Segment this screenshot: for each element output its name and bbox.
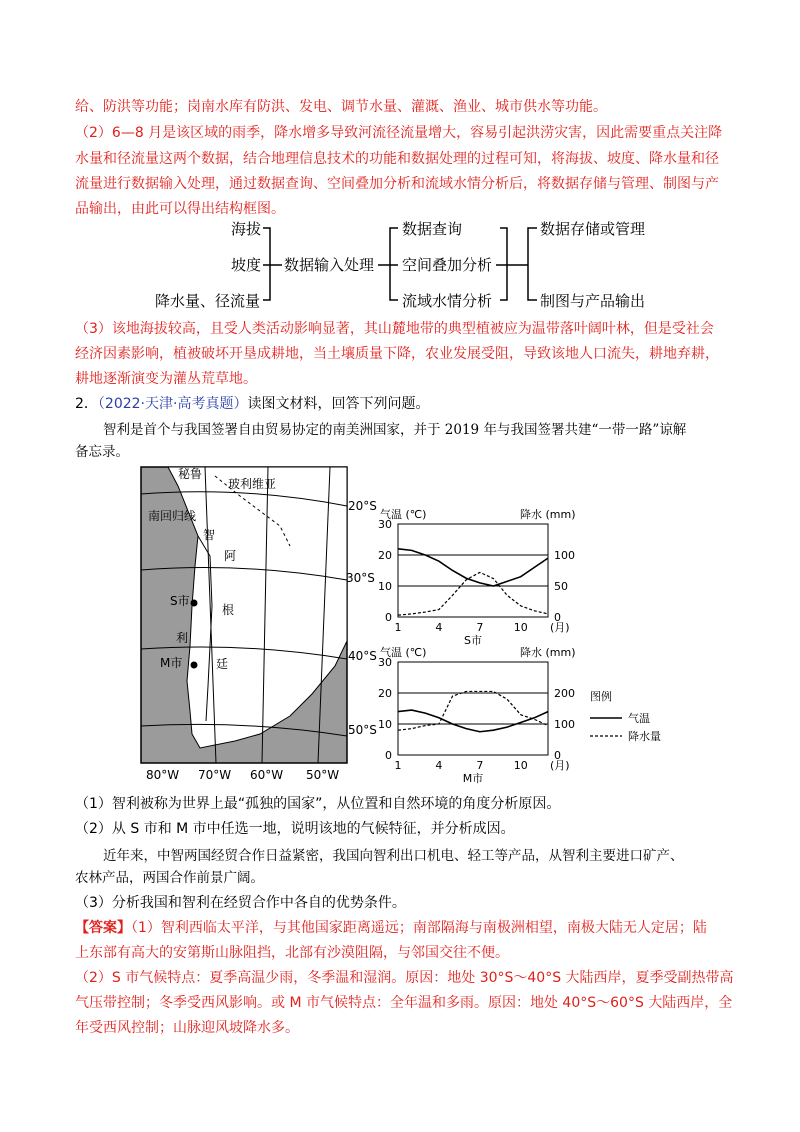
xtick-label: 1 bbox=[394, 759, 402, 772]
answer-tag: 【答案】 bbox=[75, 920, 131, 936]
temperature-line bbox=[398, 710, 548, 732]
label-lat50: 50°S bbox=[348, 723, 377, 737]
label-gen: 根 bbox=[222, 603, 235, 617]
xtick-label: 7 bbox=[476, 759, 484, 772]
xtick-label: 7 bbox=[476, 621, 484, 634]
ytick-right-label: 100 bbox=[554, 549, 575, 562]
ytick-left-label: 0 bbox=[385, 611, 392, 624]
ytick-right-label: 50 bbox=[554, 580, 568, 593]
x-unit: (月) bbox=[550, 759, 570, 772]
question-1: （1）智利被称为世界上最“孤独的国家”，从位置和自然环境的角度分析原因。 bbox=[75, 796, 561, 812]
ytick-left-label: 20 bbox=[378, 549, 392, 562]
flow-mapping-output: 制图与产品输出 bbox=[540, 292, 646, 310]
x-unit: (月) bbox=[550, 621, 570, 634]
label-lon80: 80°W bbox=[146, 768, 180, 782]
xtick-label: 10 bbox=[513, 759, 528, 772]
answer-line: 气压带控制；冬季受西风影响。或 M 市气候特点：全年温和多雨。原因：地处 40°S～60°S 大陆西岸，全 bbox=[75, 995, 733, 1011]
plot-frame bbox=[398, 524, 548, 617]
label-lat40: 40°S bbox=[348, 649, 377, 663]
question-source-link[interactable]: （2022·天津·高考真题） bbox=[97, 396, 248, 412]
answer-text-line: 给、防洪等功能；岗南水库有防洪、发电、调节水量、灌溉、渔业、城市供水等功能。 bbox=[75, 99, 607, 115]
question-header bbox=[75, 393, 429, 415]
temperature-line bbox=[398, 549, 548, 586]
question-number: 2． bbox=[75, 396, 98, 412]
ytick-left-label: 10 bbox=[378, 580, 392, 593]
plot-frame bbox=[398, 662, 548, 755]
flow-query: 数据查询 bbox=[402, 220, 463, 238]
label-tropic: 南回归线 bbox=[148, 509, 197, 523]
label-lon60: 60°W bbox=[250, 768, 284, 782]
ylabel-right: 降水 (mm) bbox=[520, 508, 576, 521]
climate-chart-s-city bbox=[370, 502, 590, 652]
flow-bracket-mid-left bbox=[390, 228, 398, 300]
flow-process: 数据输入处理 bbox=[284, 256, 375, 274]
legend-label: 气温 bbox=[628, 712, 650, 725]
label-peru: 秘鲁 bbox=[178, 467, 203, 481]
ytick-left-label: 0 bbox=[385, 749, 392, 762]
material-paragraph: 农林产品，两国合作前景广阔。 bbox=[75, 870, 264, 886]
xlabel-city: S市 bbox=[464, 634, 482, 647]
material-paragraph: 备忘录。 bbox=[75, 444, 129, 460]
flow-overlay-analysis: 空间叠加分析 bbox=[402, 256, 493, 274]
label-a: 阿 bbox=[224, 549, 237, 563]
chile-map bbox=[140, 466, 377, 786]
answer-text-line: 流量进行数据输入处理，通过数据查询、空间叠加分析和流域水情分析后，将数据存储与管理、制图与产 bbox=[75, 176, 719, 192]
label-bolivia: 玻利维亚 bbox=[228, 477, 277, 491]
xtick-label: 1 bbox=[394, 621, 402, 634]
label-lat20: 20°S bbox=[348, 499, 377, 513]
ytick-left-label: 30 bbox=[378, 518, 392, 531]
ylabel-right: 降水 (mm) bbox=[520, 646, 576, 659]
precipitation-line bbox=[398, 572, 548, 615]
ytick-right-label: 200 bbox=[554, 687, 575, 700]
answer-line bbox=[75, 917, 707, 939]
answer-text-line: 耕地逐渐演变为灌丛荒草地。 bbox=[75, 371, 257, 387]
climate-chart-m-city bbox=[370, 640, 690, 785]
s-city-marker bbox=[191, 600, 198, 607]
question-2: （2）从 S 市和 M 市中任选一地，说明该地的气候特征，并分析成因。 bbox=[75, 821, 515, 837]
material-paragraph: 智利是首个与我国签署自由贸易协定的南美洲国家，并于 2019 年与我国签署共建“一带一路”谅解 bbox=[103, 422, 687, 438]
answer-text-line: 经济因素影响，植被破坏开垦成耕地，当土壤质量下降，农业发展受阻，导致该地人口流失，耕地弃耕， bbox=[75, 346, 719, 362]
answer-text-line: 品输出，由此可以得出结构框图。 bbox=[75, 201, 285, 217]
xlabel-city: M市 bbox=[462, 772, 484, 785]
flow-input-altitude: 海拔 bbox=[231, 220, 262, 238]
answer-text-line: （3）该地海拔较高，且受人类活动影响显著，其山麓地带的典型植被应为温带落叶阔叶林，但是受社会 bbox=[75, 321, 714, 337]
ytick-left-label: 30 bbox=[378, 656, 392, 669]
label-m-city: M市 bbox=[160, 656, 183, 670]
flow-bracket-output bbox=[528, 228, 537, 300]
flow-storage: 数据存储或管理 bbox=[540, 220, 646, 238]
legend-title: 图例 bbox=[590, 690, 612, 703]
label-li: 利 bbox=[176, 631, 189, 645]
flow-bracket-inputs bbox=[263, 228, 270, 300]
legend-label: 降水量 bbox=[628, 730, 661, 743]
answer-line: 年受西风控制；山脉迎风坡降水多。 bbox=[75, 1020, 299, 1036]
xtick-label: 10 bbox=[513, 621, 528, 634]
question-prompt: 读图文材料，回答下列问题。 bbox=[247, 396, 430, 412]
structure-flow-diagram bbox=[0, 210, 800, 320]
material-paragraph: 近年来，中智两国经贸合作日益紧密，我国向智利出口机电、轻工等产品，从智利主要进口矿产、 bbox=[103, 848, 684, 864]
flow-input-slope: 坡度 bbox=[231, 256, 262, 274]
m-city-marker bbox=[191, 662, 198, 669]
xtick-label: 4 bbox=[435, 759, 443, 772]
answer-text-line: 水量和径流量这两个数据，结合地理信息技术的功能和数据处理的过程可知，将海拔、坡度、降水量和径 bbox=[75, 151, 719, 167]
label-lat30: 30°S bbox=[346, 571, 375, 585]
ytick-right-label: 0 bbox=[554, 611, 561, 624]
label-zhi: 智 bbox=[203, 528, 216, 542]
flow-hydro-analysis: 流域水情分析 bbox=[402, 292, 493, 310]
ylabel-left: 气温 (℃) bbox=[380, 646, 427, 659]
ylabel-left: 气温 (℃) bbox=[380, 508, 427, 521]
answer-text: （1）智利西临太平洋，与其他国家距离遥远；南部隔海与南极洲相望，南极大陆无人定居；陆 bbox=[131, 920, 707, 936]
ytick-right-label: 0 bbox=[554, 749, 561, 762]
answer-line: 上东部有高大的安第斯山脉阻挡，北部有沙漠阻隔，与邻国交往不便。 bbox=[75, 945, 509, 961]
label-s-city: S市 bbox=[170, 594, 190, 608]
label-ting: 廷 bbox=[216, 657, 229, 671]
label-lon50: 50°W bbox=[306, 768, 340, 782]
question-3: （3）分析我国和智利在经贸合作中各自的优势条件。 bbox=[75, 895, 406, 911]
ytick-left-label: 20 bbox=[378, 687, 392, 700]
ytick-right-label: 100 bbox=[554, 718, 575, 731]
answer-line: （2）S 市气候特点：夏季高温少雨，冬季温和湿润。原因：地处 30°S～40°S 大陆西岸，夏季受副热带高 bbox=[75, 970, 734, 986]
label-lon70: 70°W bbox=[198, 768, 232, 782]
answer-text-line: （2）6—8 月是该区域的雨季，降水增多导致河流径流量增大，容易引起洪涝灾害，因此需要重点关注降 bbox=[75, 125, 723, 141]
ytick-left-label: 10 bbox=[378, 718, 392, 731]
flow-input-precip-runoff: 降水量、径流量 bbox=[155, 292, 261, 310]
xtick-label: 4 bbox=[435, 621, 443, 634]
flow-bracket-mid-right bbox=[500, 228, 507, 300]
